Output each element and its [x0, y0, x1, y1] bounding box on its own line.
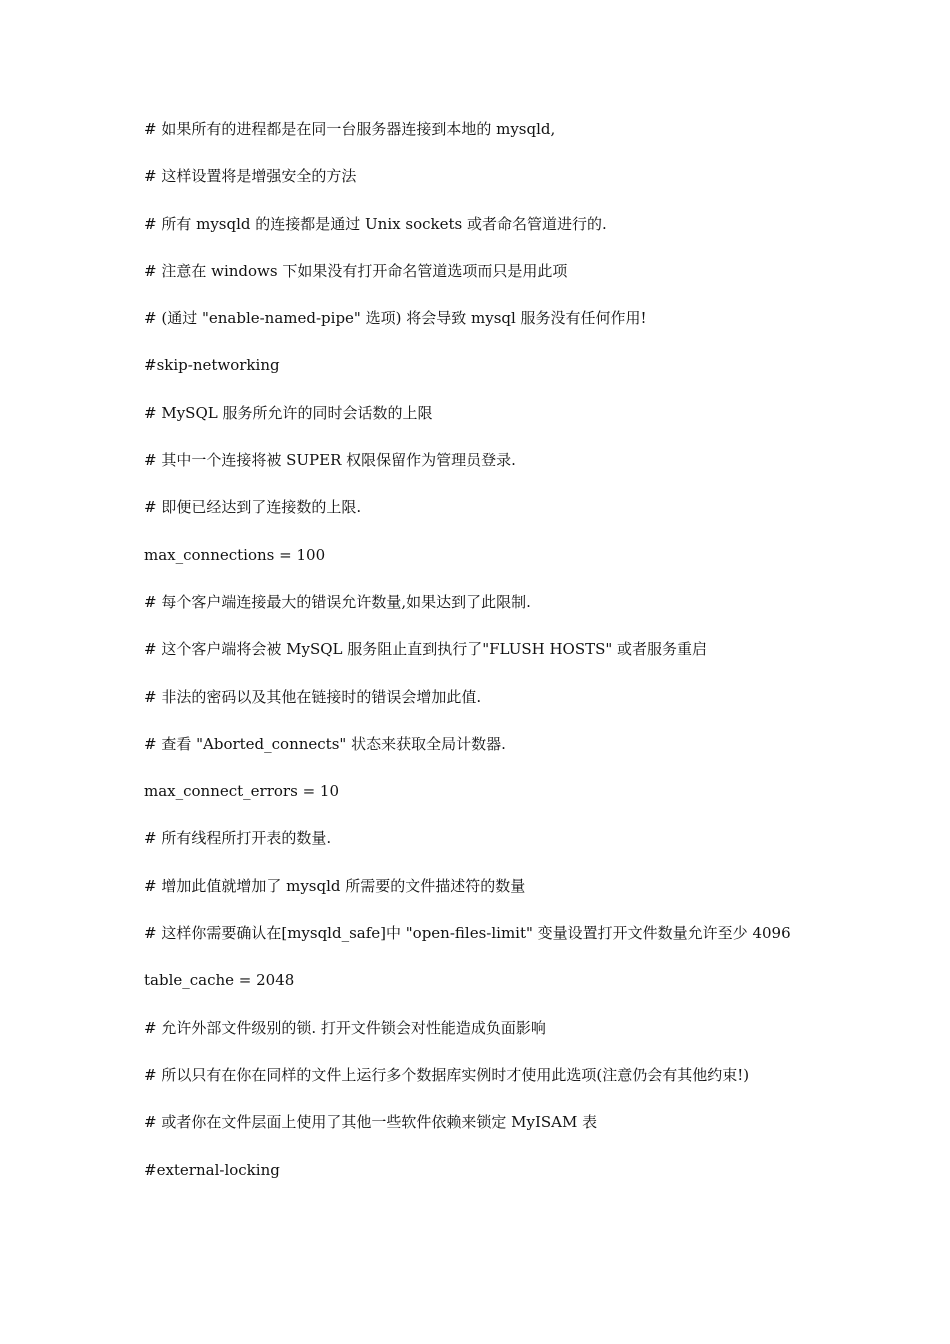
config-line: max_connect_errors = 10: [144, 782, 339, 801]
comment-line: # 这样你需要确认在[mysqld_safe]中 "open-files-limit" 变量设置打开文件数量允许至少 4096: [144, 924, 791, 943]
comment-line: # 即便已经达到了连接数的上限.: [144, 498, 362, 517]
comment-line: # 注意在 windows 下如果没有打开命名管道选项而只是用此项: [144, 261, 568, 280]
comment-line: # 这样设置将是增强安全的方法: [144, 167, 357, 186]
document-body: [144, 117, 810, 1205]
config-line: max_connections = 100: [144, 545, 326, 564]
comment-line: # 非法的密码以及其他在链接时的错误会增加此值.: [144, 687, 482, 706]
comment-line: # 查看 "Aborted_connects" 状态来获取全局计数器.: [144, 734, 506, 753]
comment-line: # 所有线程所打开表的数量.: [144, 829, 332, 848]
comment-line: # 所以只有在你在同样的文件上运行多个数据库实例时才使用此选项(注意仍会有其他约束!): [144, 1065, 750, 1084]
comment-line: # 每个客户端连接最大的错误允许数量,如果达到了此限制.: [144, 592, 531, 611]
comment-line: # 其中一个连接将被 SUPER 权限保留作为管理员登录.: [144, 451, 516, 470]
comment-line: # 允许外部文件级别的锁. 打开文件锁会对性能造成负面影响: [144, 1018, 546, 1037]
comment-line: # 如果所有的进程都是在同一台服务器连接到本地的 mysqld,: [144, 120, 556, 138]
comment-line: # MySQL 服务所允许的同时会话数的上限: [144, 403, 433, 422]
config-line: #skip-networking: [144, 356, 280, 375]
config-line: table_cache = 2048: [144, 971, 295, 990]
comment-line: # 或者你在文件层面上使用了其他一些软件依赖来锁定 MyISAM 表: [144, 1113, 598, 1132]
comment-line: # (通过 "enable-named-pipe" 选项) 将会导致 mysql 服务没有任何作用!: [144, 309, 647, 328]
comment-line: # 增加此值就增加了 mysqld 所需要的文件描述符的数量: [144, 876, 526, 895]
comment-line: # 所有 mysqld 的连接都是通过 Unix sockets 或者命名管道进行的.: [144, 214, 607, 233]
comment-line: # 这个客户端将会被 MySQL 服务阻止直到执行了"FLUSH HOSTS" 或者服务重启: [144, 640, 708, 659]
config-line: #external-locking: [144, 1160, 280, 1179]
